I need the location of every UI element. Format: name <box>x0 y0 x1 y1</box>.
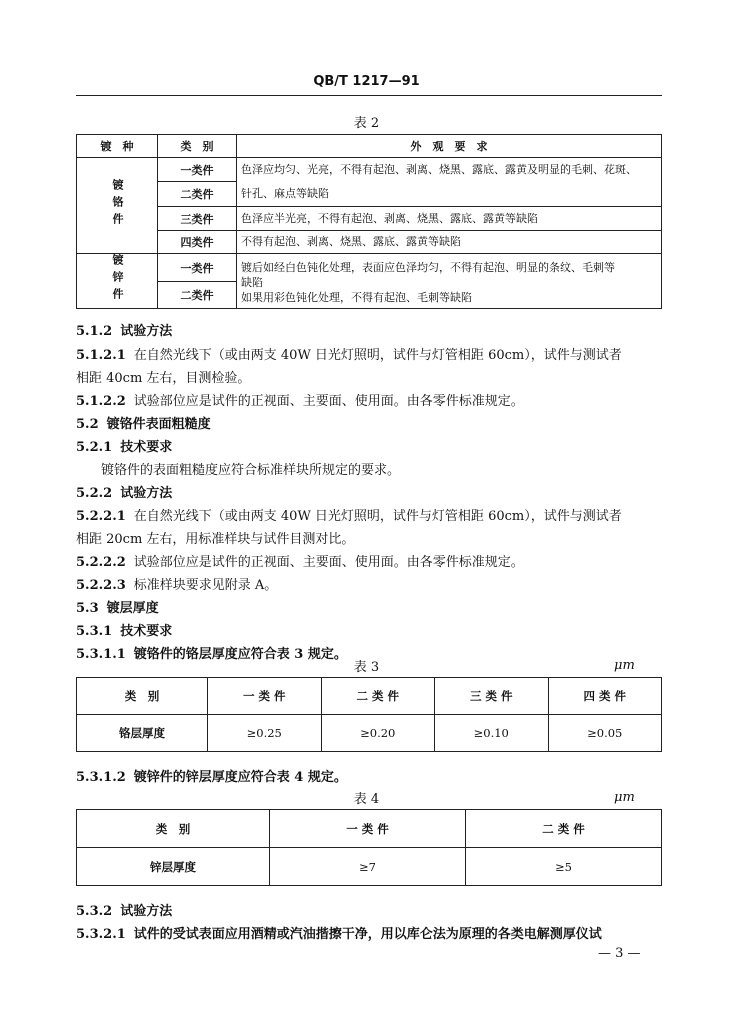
table2 <box>76 134 662 309</box>
table4-header-category: 类 别 <box>77 810 270 848</box>
standard-number: QB/T 1217—91 <box>313 74 420 89</box>
section-5-2-1: 5.2.1 技术要求 <box>76 440 173 455</box>
section-5-2-1-body: 镀铬件的表面粗糙度应符合标准样块所规定的要求。 <box>101 463 401 478</box>
table2-header-category: 类 别 <box>158 135 237 158</box>
table3-header-2: 二 类 件 <box>321 678 435 715</box>
table3-value-1: ≥0.25 <box>208 715 322 752</box>
table2-chrome-cat-1: 一类件 <box>158 158 237 182</box>
table2-zinc-label: 镀锌件 <box>111 254 124 305</box>
table3 <box>76 677 662 752</box>
section-5-2-2-1: 5.2.2.1 在自然光线下（或由两支 40W 日光灯照明，试件与灯管相距 60cm），试件与测试者 <box>76 509 622 524</box>
table4-header-1: 一 类 件 <box>270 810 466 848</box>
table2-chrome-req-2: 针孔、麻点等缺陷 <box>237 182 662 207</box>
table4-unit: μm <box>614 790 635 805</box>
section-5-3-2-1: 5.3.2.1 试件的受试表面应用酒精或汽油揩擦干净，用以库仑法为原理的各类电解测厚仪试 <box>76 927 602 942</box>
section-5-3-1-2: 5.3.1.2 镀锌件的锌层厚度应符合表 4 规定。 <box>76 770 347 785</box>
table2-header-requirement: 外 观 要 求 <box>237 135 662 158</box>
table2-chrome-req-4: 不得有起泡、剥离、烧黑、露底、露黄等缺陷 <box>237 231 662 254</box>
table4-row-label: 锌层厚度 <box>77 848 270 886</box>
table3-row-label: 铬层厚度 <box>77 715 208 752</box>
table3-header-3: 三 类 件 <box>435 678 549 715</box>
table2-chrome-req-1: 色泽应均匀、光亮，不得有起泡、剥离、烧黑、露底、露黄及明显的毛刺、花斑、 <box>237 158 662 182</box>
table3-value-4: ≥0.05 <box>548 715 662 752</box>
table3-value-2: ≥0.20 <box>321 715 435 752</box>
table4-value-1: ≥7 <box>270 848 466 886</box>
section-5-2: 5.2 镀铬件表面粗糙度 <box>76 417 211 432</box>
table2-header-plating: 镀 种 <box>77 135 158 158</box>
table3-header-category: 类 别 <box>77 678 208 715</box>
section-5-1-2-2: 5.1.2.2 试验部位应是试件的正视面、主要面、使用面。由各零件标准规定。 <box>76 394 524 409</box>
section-5-2-2-2: 5.2.2.2 试验部位应是试件的正视面、主要面、使用面。由各零件标准规定。 <box>76 555 524 570</box>
table3-header-4: 四 类 件 <box>548 678 662 715</box>
section-5-1-2: 5.1.2 试验方法 <box>76 324 173 339</box>
table2-zinc-label-cell <box>77 254 158 309</box>
table2-zinc-cat-1: 一类件 <box>158 254 237 282</box>
section-5-3-2: 5.3.2 试验方法 <box>76 904 173 919</box>
table2-chrome-label: 镀铬件 <box>111 178 124 230</box>
table3-unit: μm <box>614 658 635 673</box>
table2-zinc-req-1: 镀后如经白色钝化处理，表面应色泽均匀，不得有起泡、明显的条纹、毛刺等 <box>241 260 615 274</box>
table2-zinc-cat-2: 二类件 <box>158 282 237 309</box>
table2-chrome-cat-3: 三类件 <box>158 207 237 231</box>
table4-header-2: 二 类 件 <box>466 810 662 848</box>
table2-chrome-label-cell <box>77 158 158 254</box>
page-number: — 3 — <box>598 946 641 961</box>
table3-value-3: ≥0.10 <box>435 715 549 752</box>
section-5-3-1: 5.3.1 技术要求 <box>76 624 173 639</box>
table4-value-2: ≥5 <box>466 848 662 886</box>
section-5-2-2-3: 5.2.2.3 标准样块要求见附录 A。 <box>76 578 278 593</box>
table2-caption: 表 2 <box>353 116 380 131</box>
table2-zinc-req-2: 如果用彩色钝化处理，不得有起泡、毛刺等缺陷 <box>241 290 472 304</box>
section-5-3: 5.3 镀层厚度 <box>76 601 159 616</box>
section-5-1-2-1: 5.1.2.1 在自然光线下（或由两支 40W 日光灯照明，试件与灯管相距 60cm），试件与测试者 <box>76 348 622 363</box>
section-5-1-2-1-cont: 相距 40cm 左右，目测检验。 <box>76 371 251 386</box>
table4-caption: 表 4 <box>353 792 380 807</box>
header-rule <box>76 95 662 96</box>
table3-caption: 表 3 <box>353 660 380 675</box>
table2-chrome-cat-4: 四类件 <box>158 231 237 254</box>
section-5-2-2-1-cont: 相距 20cm 左右，用标准样块与试件目测对比。 <box>76 532 355 547</box>
section-5-2-2: 5.2.2 试验方法 <box>76 486 173 501</box>
table3-header-1: 一 类 件 <box>208 678 322 715</box>
table2-chrome-req-3: 色泽应半光亮，不得有起泡、剥离、烧黑、露底、露黄等缺陷 <box>237 207 662 231</box>
section-5-3-1-1: 5.3.1.1 镀铬件的铬层厚度应符合表 3 规定。 <box>76 647 347 662</box>
table2-zinc-req <box>237 254 662 309</box>
table2-chrome-cat-2: 二类件 <box>158 182 237 207</box>
table2-zinc-req-1b: 缺陷 <box>241 275 263 289</box>
table4 <box>76 809 662 886</box>
